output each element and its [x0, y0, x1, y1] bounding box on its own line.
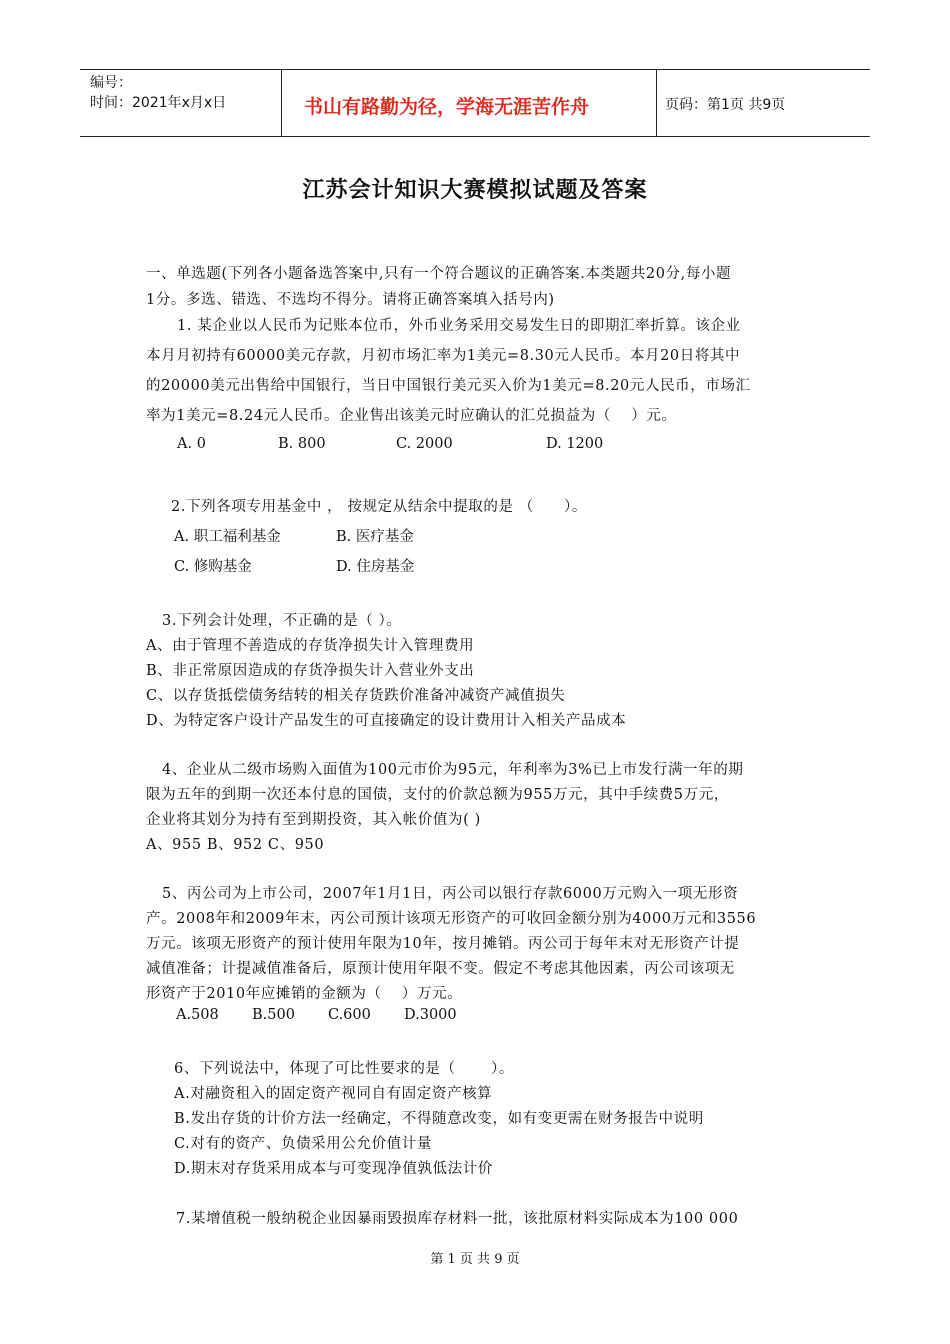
question-2-option: A. 职工福利基金 — [174, 529, 281, 545]
question-5-line: 5、丙公司为上市公司，2007年1月1日，丙公司以银行存款6000万元购入一项无形资 — [162, 886, 739, 902]
question-3-option: A、由于管理不善造成的存货净损失计入管理费用 — [146, 638, 475, 654]
question-1-option: D. 1200 — [546, 436, 604, 452]
question-5-line: 万元。该项无形资产的预计使用年限为10年，按月摊销。丙公司于每年末对无形资产计提 — [146, 936, 740, 952]
motto: 书山有路勤为径，学海无涯苦作舟 — [304, 96, 590, 118]
page-info: 页码：第1页 共9页 — [665, 97, 786, 113]
document-title: 江苏会计知识大赛模拟试题及答案 — [302, 178, 648, 203]
question-7-stem: 7.某增值税一般纳税企业因暴雨毁损库存材料一批，该批原材料实际成本为100 000 — [176, 1211, 739, 1227]
question-6-stem: 6、下列说法中，体现了可比性要求的是（ ）。 — [174, 1061, 514, 1077]
question-2-option: D. 住房基金 — [336, 559, 415, 575]
question-6-option: B.发出存货的计价方法一经确定，不得随意改变，如有变更需在财务报告中说明 — [174, 1111, 704, 1127]
page-footer: 第 1 页 共 9 页 — [430, 1252, 520, 1267]
question-3-option: D、为特定客户设计产品发生的可直接确定的设计费用计入相关产品成本 — [146, 713, 627, 729]
question-6-option: D.期末对存货采用成本与可变现净值孰低法计价 — [174, 1161, 493, 1177]
header-table — [80, 69, 870, 137]
header-divider — [656, 70, 657, 136]
question-1-option: B. 800 — [278, 436, 326, 452]
question-2-option: C. 修购基金 — [174, 559, 252, 575]
question-5-option: A.508 — [176, 1007, 219, 1023]
question-5-line: 产。2008年和2009年末，丙公司预计该项无形资产的可收回金额分别为4000万元和3556 — [146, 911, 757, 927]
question-5-line: 形资产于2010年应摊销的金额为（ ）万元。 — [146, 986, 463, 1002]
question-4-line: 限为五年的到期一次还本付息的国债，支付的价款总额为955万元，其中手续费5万元， — [146, 787, 729, 803]
question-1-line: 率为1美元=8.24元人民币。企业售出该美元时应确认的汇兑损益为（ ）元。 — [146, 408, 677, 424]
question-2-option: B. 医疗基金 — [336, 529, 414, 545]
question-1-line: 1. 某企业以人民币为记账本位币，外币业务采用交易发生日的即期汇率折算。该企业 — [177, 318, 741, 334]
question-4-line: 企业将其划分为持有至到期投资，其入帐价值为( ) — [146, 812, 481, 828]
question-3-option: C、以存货抵偿债务结转的相关存货跌价准备冲减资产减值损失 — [146, 688, 566, 704]
question-1-line: 本月月初持有60000美元存款，月初市场汇率为1美元=8.30元人民币。本月20日将其中 — [146, 348, 741, 364]
question-5-option: C.600 — [328, 1007, 371, 1023]
question-5-line: 减值准备；计提减值准备后，原预计使用年限不变。假定不考虑其他因素，丙公司该项无 — [146, 961, 735, 977]
section-intro-line: 1分。多选、错选、不选均不得分。请将正确答案填入括号内) — [146, 292, 555, 308]
number-label: 编号： — [90, 75, 132, 91]
question-4-options: A、955 B、952 C、950 — [146, 837, 325, 853]
question-1-line: 的20000美元出售给中国银行，当日中国银行美元买入价为1美元=8.20元人民币，市场汇 — [146, 378, 751, 394]
question-1-option: A. 0 — [177, 436, 206, 452]
question-5-option: D.3000 — [404, 1007, 457, 1023]
header-divider — [281, 70, 282, 136]
question-5-option: B.500 — [252, 1007, 295, 1023]
time-label: 时间：2021年x月x日 — [90, 95, 227, 111]
question-3-stem: 3.下列会计处理，不正确的是（ ）。 — [162, 613, 402, 629]
question-6-option: A.对融资租入的固定资产视同自有固定资产核算 — [174, 1086, 493, 1102]
question-1-option: C. 2000 — [396, 436, 453, 452]
question-2-stem: 2.下列各项专用基金中 ， 按规定从结余中提取的是 （ ）。 — [171, 499, 588, 515]
question-3-option: B、非正常原因造成的存货净损失计入营业外支出 — [146, 663, 475, 679]
question-6-option: C.对有的资产、负债采用公允价值计量 — [174, 1136, 432, 1152]
question-4-line: 4、企业从二级市场购入面值为100元市价为95元，年利率为3%已上市发行满一年的期 — [162, 762, 744, 778]
section-intro-line: 一、单选题(下列各小题备选答案中,只有一个符合题议的正确答案.本类题共20分,每小题 — [146, 266, 732, 282]
